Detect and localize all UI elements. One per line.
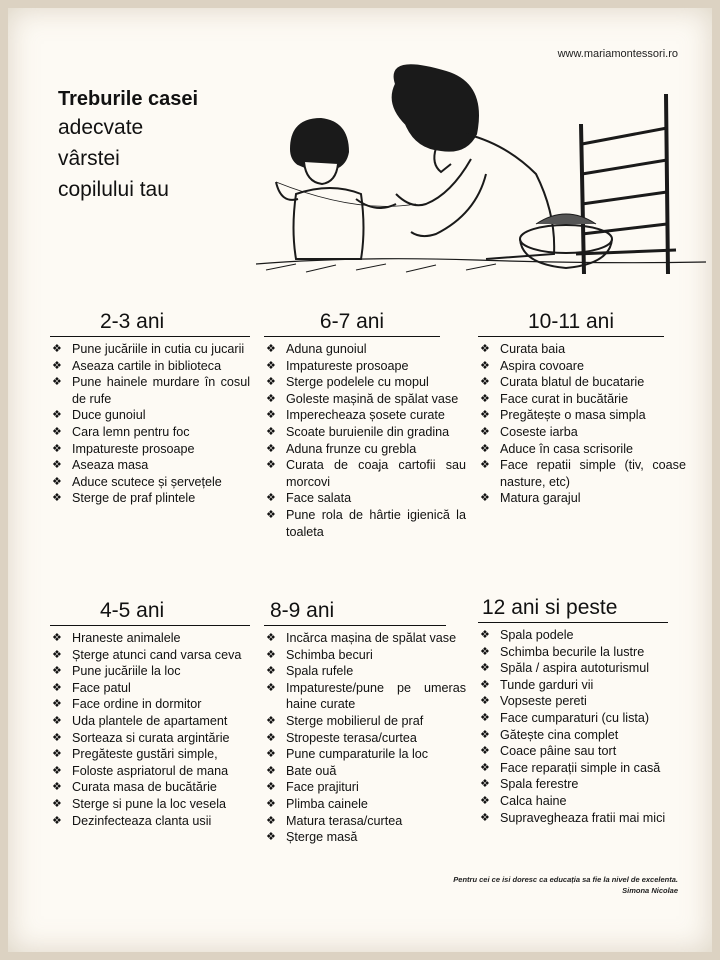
title-block xyxy=(58,86,258,205)
section-heading: 8-9 ani xyxy=(264,599,446,626)
chore-item: ❖ Aspira covoare xyxy=(478,358,686,375)
chore-item: ❖ Face patul xyxy=(50,680,250,697)
chore-item: ❖ Face repatii simple (tiv, coase nasture, etc) xyxy=(478,457,686,490)
section-heading: 10-11 ani xyxy=(478,310,664,337)
chore-item: ❖ Tunde garduri vii xyxy=(478,677,686,694)
section-2-3-ani xyxy=(50,310,250,507)
chores-list xyxy=(478,341,686,507)
footer-author: Simona Nicolae xyxy=(622,886,678,895)
chore-item: ❖ Foloste aspriatorul de mana xyxy=(50,763,250,780)
chore-item: ❖ Aduna gunoiul xyxy=(264,341,466,358)
poster-page xyxy=(8,8,712,952)
chore-item: ❖ Coace pâine sau tort xyxy=(478,743,686,760)
chore-item: ❖ Pregăteste gustări simple, xyxy=(50,746,250,763)
chore-item: ❖ Șterge masă xyxy=(264,829,466,846)
website-url: www.mariamontessori.ro xyxy=(557,48,678,60)
chore-item: ❖ Face cumparaturi (cu lista) xyxy=(478,710,686,727)
chore-item: ❖ Impatureste prosoape xyxy=(50,441,250,458)
chore-item: ❖ Imperecheaza șosete curate xyxy=(264,407,466,424)
chore-item: ❖ Gătește cina complet xyxy=(478,727,686,744)
chore-item: ❖ Spala ferestre xyxy=(478,776,686,793)
chore-item: ❖ Sorteaza si curata argintărie xyxy=(50,730,250,747)
section-12-ani-si-peste xyxy=(478,596,686,826)
chore-item: ❖ Plimba cainele xyxy=(264,796,466,813)
chore-item: ❖ Impatureste prosoape xyxy=(264,358,466,375)
chore-item: ❖ Sterge mobilierul de praf xyxy=(264,713,466,730)
chore-item: ❖ Uda plantele de apartament xyxy=(50,713,250,730)
chores-list xyxy=(264,341,466,540)
chore-item: ❖ Curata masa de bucătărie xyxy=(50,779,250,796)
section-heading: 12 ani si peste xyxy=(478,596,668,623)
chore-item: ❖ Schimba becurile la lustre xyxy=(478,644,686,661)
chore-item: ❖ Dezinfecteaza clanta usii xyxy=(50,813,250,830)
chore-item: ❖ Aduce în casa scrisorile xyxy=(478,441,686,458)
chore-item: ❖ Aseaza cartile in biblioteca xyxy=(50,358,250,375)
title-line-4: copilului tau xyxy=(58,178,169,201)
mother-child-illustration xyxy=(236,64,706,296)
chore-item: ❖ Pune cumparaturile la loc xyxy=(264,746,466,763)
chores-list xyxy=(478,627,686,826)
chore-item: ❖ Impatureste/pune pe umeras haine curate xyxy=(264,680,466,713)
chore-item: ❖ Stropeste terasa/curtea xyxy=(264,730,466,747)
footer-signature xyxy=(358,874,678,896)
section-8-9-ani xyxy=(264,599,466,846)
chore-item: ❖ Duce gunoiul xyxy=(50,407,250,424)
chore-item: ❖ Șterge atunci cand varsa ceva xyxy=(50,647,250,664)
chore-item: ❖ Coseste iarba xyxy=(478,424,686,441)
chore-item: ❖ Matura garajul xyxy=(478,490,686,507)
title-line-3: vârstei xyxy=(58,147,120,170)
chore-item: ❖ Curata blatul de bucatarie xyxy=(478,374,686,391)
chore-item: ❖ Pune jucăriile la loc xyxy=(50,663,250,680)
chore-item: ❖ Face curat in bucătărie xyxy=(478,391,686,408)
section-heading: 2-3 ani xyxy=(50,310,250,337)
chore-item: ❖ Supravegheaza fratii mai mici xyxy=(478,810,686,827)
section-heading: 4-5 ani xyxy=(50,599,250,626)
chore-item: ❖ Curata de coaja cartofii sau morcovi xyxy=(264,457,466,490)
chores-list xyxy=(50,630,250,829)
chore-item: ❖ Matura terasa/curtea xyxy=(264,813,466,830)
chores-list xyxy=(264,630,466,846)
chore-item: ❖ Pregătește o masa simpla xyxy=(478,407,686,424)
section-6-7-ani xyxy=(264,310,466,540)
chore-item: ❖ Face salata xyxy=(264,490,466,507)
chores-list xyxy=(50,341,250,507)
chore-item: ❖ Goleste mașină de spălat vase xyxy=(264,391,466,408)
chore-item: ❖ Incărca mașina de spălat vase xyxy=(264,630,466,647)
section-heading: 6-7 ani xyxy=(264,310,440,337)
chore-item: ❖ Hraneste animalele xyxy=(50,630,250,647)
chore-item: ❖ Pune jucăriile in cutia cu jucarii xyxy=(50,341,250,358)
chore-item: ❖ Sterge podelele cu mopul xyxy=(264,374,466,391)
chore-item: ❖ Scoate buruienile din gradina xyxy=(264,424,466,441)
chore-item: ❖ Pune hainele murdare în cosul de rufe xyxy=(50,374,250,407)
chore-item: ❖ Face prajituri xyxy=(264,779,466,796)
section-4-5-ani xyxy=(50,599,250,829)
chore-item: ❖ Sterge si pune la loc vesela xyxy=(50,796,250,813)
chore-item: ❖ Bate ouă xyxy=(264,763,466,780)
section-10-11-ani xyxy=(478,310,686,507)
chore-item: ❖ Curata baia xyxy=(478,341,686,358)
chore-item: ❖ Face ordine in dormitor xyxy=(50,696,250,713)
chore-item: ❖ Face reparații simple in casă xyxy=(478,760,686,777)
chore-item: ❖ Cara lemn pentru foc xyxy=(50,424,250,441)
chore-item: ❖ Schimba becuri xyxy=(264,647,466,664)
chore-item: ❖ Spala rufele xyxy=(264,663,466,680)
footer-quote: Pentru cei ce isi doresc ca educația sa fie la nivel de excelenta. xyxy=(453,875,678,884)
chore-item: ❖ Calca haine xyxy=(478,793,686,810)
chore-item: ❖ Vopseste pereti xyxy=(478,693,686,710)
chore-item: ❖ Pune rola de hârtie igienică la toaleta xyxy=(264,507,466,540)
chore-item: ❖ Spăla / aspira autoturismul xyxy=(478,660,686,677)
chore-item: ❖ Spala podele xyxy=(478,627,686,644)
chore-item: ❖ Aduce scutece și șervețele xyxy=(50,474,250,491)
page-title: Treburile casei xyxy=(58,88,199,110)
title-line-2: adecvate xyxy=(58,116,144,139)
chore-item: ❖ Aseaza masa xyxy=(50,457,250,474)
chore-item: ❖ Sterge de praf plintele xyxy=(50,490,250,507)
chore-item: ❖ Aduna frunze cu grebla xyxy=(264,441,466,458)
